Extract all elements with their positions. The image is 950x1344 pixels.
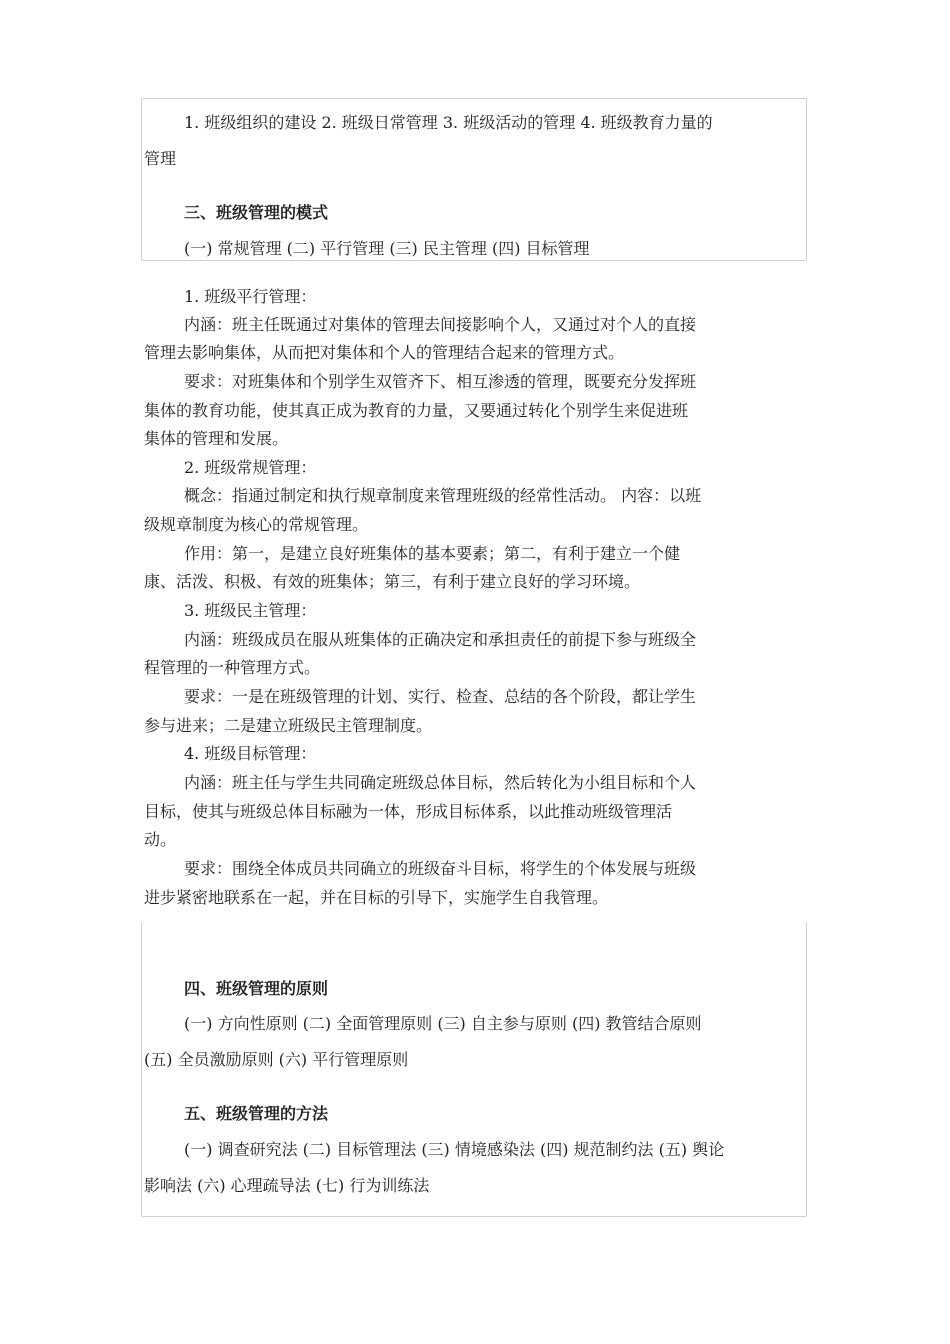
paragraph-line: 集体的教育功能，使其真正成为教育的力量，又要通过转化个别学生来促进班 bbox=[144, 401, 689, 420]
paragraph-line: 级规章制度为核心的常规管理。 bbox=[144, 515, 369, 534]
item-heading-routine: 2. 班级常规管理： bbox=[184, 458, 317, 477]
item-heading-parallel: 1. 班级平行管理： bbox=[184, 287, 317, 306]
paragraph-line: 程管理的一种管理方式。 bbox=[144, 658, 321, 677]
item-heading-objective: 4. 班级目标管理： bbox=[184, 744, 317, 763]
principles-line-1: (一) 方向性原则 (二) 全面管理原则 (三) 自主参与原则 (四) 教管结合原则 bbox=[184, 1014, 702, 1033]
methods-line-2: 影响法 (六) 心理疏导法 (七) 行为训练法 bbox=[144, 1176, 430, 1195]
paragraph-line: 动。 bbox=[144, 830, 177, 849]
section-heading-modes: 三、班级管理的模式 bbox=[184, 203, 329, 222]
paragraph-line: 参与进来；二是建立班级民主管理制度。 bbox=[144, 716, 433, 735]
paragraph-line: 康、活泼、积极、有效的班集体；第三，有利于建立良好的学习环境。 bbox=[144, 572, 641, 591]
section-heading-methods: 五、班级管理的方法 bbox=[184, 1104, 329, 1123]
paragraph-line: 内涵：班级成员在服从班集体的正确决定和承担责任的前提下参与班级全 bbox=[184, 630, 697, 649]
class-management-contents-line-2: 管理 bbox=[144, 149, 177, 168]
class-management-contents-line-1: 1. 班级组织的建设 2. 班级日常管理 3. 班级活动的管理 4. 班级教育力量的 bbox=[184, 113, 713, 132]
paragraph-line: 集体的管理和发展。 bbox=[144, 429, 289, 448]
paragraph-line: 概念：指通过制定和执行规章制度来管理班级的经常性活动。 内容：以班 bbox=[184, 486, 702, 505]
paragraph-line: 要求：对班集体和个别学生双管齐下、相互渗透的管理，既要充分发挥班 bbox=[184, 372, 697, 391]
paragraph-line: 作用：第一，是建立良好班集体的基本要素；第二，有利于建立一个健 bbox=[184, 544, 681, 563]
section-heading-principles: 四、班级管理的原则 bbox=[184, 979, 329, 998]
paragraph-line: 目标，使其与班级总体目标融为一体，形成目标体系，以此推动班级管理活 bbox=[144, 802, 673, 821]
principles-line-2: (五) 全员激励原则 (六) 平行管理原则 bbox=[144, 1050, 409, 1069]
modes-list: (一) 常规管理 (二) 平行管理 (三) 民主管理 (四) 目标管理 bbox=[184, 239, 590, 258]
paragraph-line: 管理去影响集体，从而把对集体和个人的管理结合起来的管理方式。 bbox=[144, 343, 625, 362]
paragraph-line: 要求：围绕全体成员共同确立的班级奋斗目标，将学生的个体发展与班级 bbox=[184, 859, 697, 878]
paragraph-line: 内涵：班主任与学生共同确定班级总体目标，然后转化为小组目标和个人 bbox=[184, 773, 697, 792]
paragraph-line: 进步紧密地联系在一起，并在目标的引导下，实施学生自我管理。 bbox=[144, 888, 609, 907]
paragraph-line: 要求：一是在班级管理的计划、实行、检查、总结的各个阶段，都让学生 bbox=[184, 687, 697, 706]
paragraph-line: 内涵：班主任既通过对集体的管理去间接影响个人，又通过对个人的直接 bbox=[184, 315, 697, 334]
item-heading-democratic: 3. 班级民主管理： bbox=[184, 601, 317, 620]
methods-line-1: (一) 调查研究法 (二) 目标管理法 (三) 情境感染法 (四) 规范制约法 (五) 舆论 bbox=[184, 1140, 725, 1159]
